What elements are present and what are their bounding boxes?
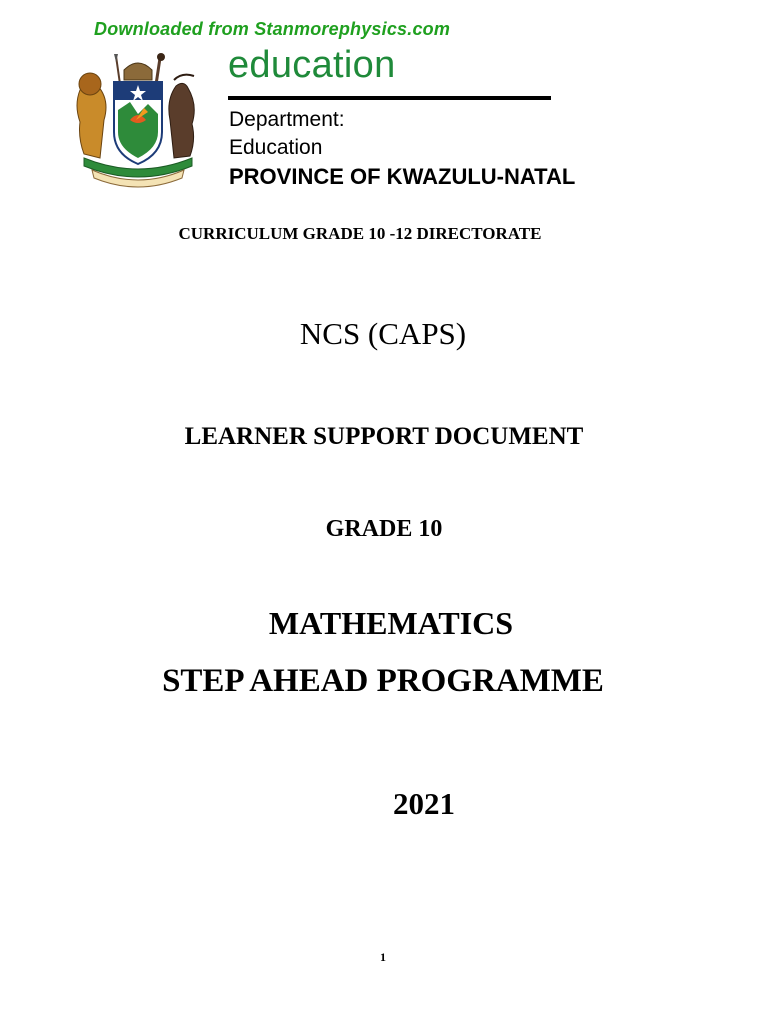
programme-title: STEP AHEAD PROGRAMME: [162, 663, 604, 699]
page-number: 1: [380, 950, 386, 964]
document-year: 2021: [393, 786, 455, 821]
download-watermark: Downloaded from Stanmorephysics.com: [94, 19, 451, 39]
brand-wordmark: education: [228, 44, 396, 86]
grade-level: GRADE 10: [325, 516, 443, 542]
department-label: Department:: [229, 108, 345, 131]
coat-of-arms-icon: [70, 50, 206, 190]
department-name: Education: [229, 136, 323, 159]
document-type: LEARNER SUPPORT DOCUMENT: [184, 423, 584, 450]
programme-code: NCS (CAPS): [299, 316, 467, 351]
header-divider: [228, 96, 551, 100]
directorate-heading: CURRICULUM GRADE 10 -12 DIRECTORATE: [178, 224, 542, 243]
subject-title: MATHEMATICS: [268, 605, 514, 641]
province-name: PROVINCE OF KWAZULU-NATAL: [229, 164, 576, 189]
